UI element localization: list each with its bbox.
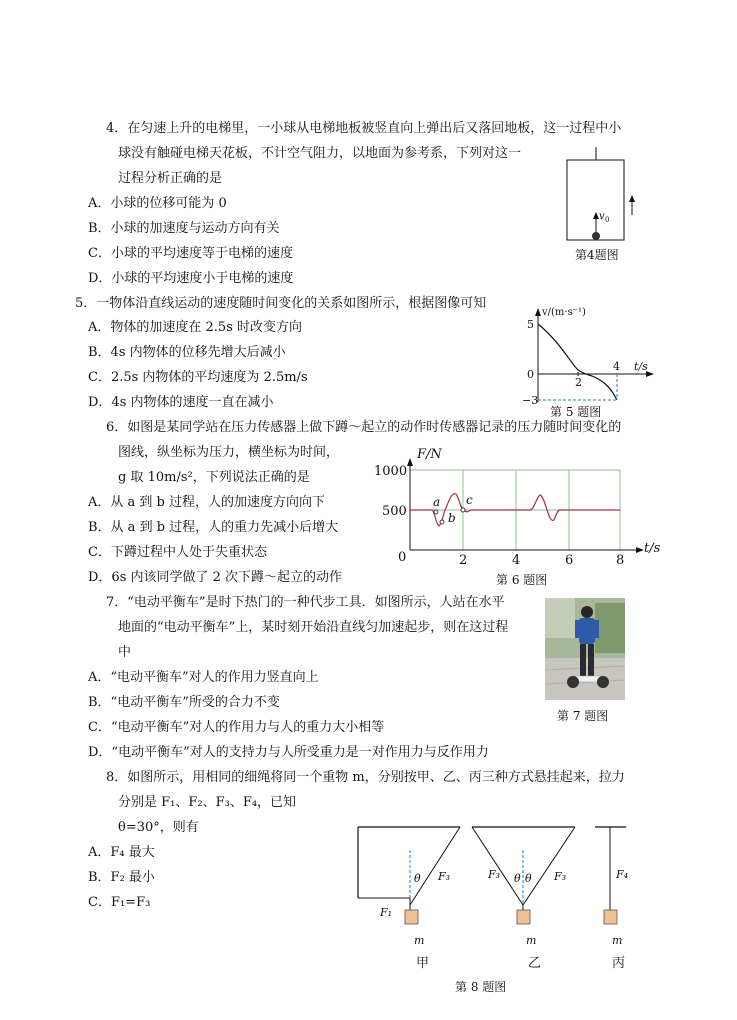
q6-point-b: b (448, 511, 456, 525)
weight-yi (517, 910, 530, 924)
q4-option-a: A．小球的位移可能为 0 (88, 196, 227, 211)
f3-label-jia: F₃ (438, 870, 451, 883)
mass-bing: m (612, 934, 623, 947)
q6-xtick-8: 8 (616, 553, 625, 568)
q6-option-a: A．从 a 到 b 过程，人的加速度方向向下 (88, 495, 325, 510)
label-bing: 丙 (612, 956, 626, 971)
q7-option-d: D．“电动平衡车”对人的支持力与人所受重力是一对作用力与反作用力 (88, 745, 489, 760)
setup-yi (472, 827, 575, 971)
q8-stem-line1: 8．如图所示，用相同的细绳将同一个重物 m，分别按甲、乙、丙三种方式悬挂起来，拉力 (106, 770, 625, 785)
weight-jia (405, 910, 418, 924)
q4-option-d: D．小球的平均速度小于电梯的速度 (88, 271, 294, 286)
q4-stem-line2: 球没有触碰电梯天花板，不计空气阻力，以地面为参考系，下列对这一 (118, 146, 522, 161)
q4-stem-line3: 过程分析正确的是 (118, 171, 223, 186)
setup-jia (358, 827, 460, 971)
q8-option-a: A．F₄ 最大 (88, 845, 155, 860)
q6-xtick-6: 6 (565, 553, 574, 568)
f1-label: F₁ (380, 906, 393, 919)
q5-option-a: A．物体的加速度在 2.5s 时改变方向 (88, 320, 302, 335)
ball (592, 232, 600, 240)
q6-stem-line2: 图线，纵坐标为压力，横坐标为时间， (118, 445, 340, 460)
q8-stem-line3: θ=30°，则有 (118, 820, 199, 835)
q4-stem-line1: 4．在匀速上升的电梯里，一小球从电梯地板被竖直向上弹出后又落回地板，这一过程中小 (106, 121, 622, 136)
q6-option-b: B．从 a 到 b 过程，人的重力先减小后增大 (88, 520, 339, 535)
q8-option-b: B．F₂ 最小 (88, 870, 155, 885)
q5-xlabel: t/s (634, 360, 648, 373)
q7-stem-line1: 7．“电动平衡车”是时下热门的一种代步工具．如图所示，人站在水平 (106, 595, 505, 610)
theta-yi-left: θ (514, 872, 521, 885)
label-yi: 乙 (528, 956, 542, 971)
q6-xlabel: t/s (644, 541, 661, 556)
q6-ytick-0: 0 (398, 550, 407, 565)
q4-option-c: C．小球的平均速度等于电梯的速度 (88, 246, 293, 261)
v0-sub: 0 (605, 216, 610, 224)
q8-option-c: C．F₁=F₃ (88, 895, 151, 910)
q4-option-b: B．小球的加速度与运动方向有关 (88, 221, 280, 236)
q6-stem-line1: 6．如图是某同学站在压力传感器上做下蹲～起立的动作时传感器记录的压力随时间变化的 (106, 420, 622, 435)
q6-option-c: C．下蹲过程中人处于失重状态 (88, 545, 267, 560)
f3-label-yi-right: F₃ (554, 870, 567, 883)
setup-bing (595, 827, 628, 971)
mass-yi: m (526, 934, 537, 947)
balance-scooter-photo (545, 598, 625, 700)
q6-force-time-graph (370, 440, 670, 570)
q5-caption: 第 5 题图 (550, 405, 602, 419)
theta-jia: θ (414, 872, 421, 885)
q7-option-c: C．“电动平衡车”对人的作用力与人的重力大小相等 (88, 720, 385, 735)
q7-stem-line3: 中 (118, 645, 132, 660)
q4-caption: 第4题图 (575, 248, 619, 262)
q8-caption: 第 8 题图 (455, 980, 507, 994)
q4-elevator-figure (560, 145, 640, 245)
label-jia: 甲 (416, 956, 430, 971)
q8-suspension-figure (350, 820, 640, 975)
q8-stem-line2: 分别是 F₁、F₂、F₃、F₄，已知 (118, 795, 297, 810)
q6-ylabel: F/N (417, 447, 442, 462)
q5-option-c: C．2.5s 内物体的平均速度为 2.5m/s (88, 370, 308, 385)
q5-option-d: D．4s 内物体的速度一直在减小 (88, 395, 274, 410)
mass-jia: m (414, 934, 425, 947)
theta-yi-right: θ (525, 872, 532, 885)
q7-option-a: A．“电动平衡车”对人的作用力竖直向上 (88, 670, 319, 685)
v0-label: v (599, 211, 605, 222)
f4-label: F₄ (616, 868, 629, 881)
q6-point-a: a (433, 495, 441, 509)
q5-option-b: B．4s 内物体的位移先增大后减小 (88, 345, 286, 360)
q5-ylabel: v/(m·s⁻¹) (542, 307, 586, 318)
q7-stem-line2: 地面的“电动平衡车”上，某时刻开始沿直线匀加速起步，则在这过程 (118, 620, 509, 635)
q5-tick-0: 0 (527, 368, 534, 381)
q6-point-c: c (466, 493, 473, 507)
q7-option-b: B．“电动平衡车”所受的合力不变 (88, 695, 280, 710)
f3-label-yi-left: F₃ (488, 868, 501, 881)
q5-vt-graph (520, 302, 660, 412)
q5-tick-5: 5 (527, 318, 534, 331)
q7-caption: 第 7 题图 (557, 709, 609, 723)
q5-tick-2: 2 (575, 376, 582, 389)
q6-xtick-2: 2 (459, 553, 468, 568)
q6-stem-line3: g 取 10m/s²，下列说法正确的是 (118, 470, 310, 485)
q5-stem: 5．一物体沿直线运动的速度随时间变化的关系如图所示，根据图像可知 (75, 296, 487, 311)
q5-tick-4: 4 (613, 360, 620, 373)
q6-option-d: D．6s 内该同学做了 2 次下蹲～起立的动作 (88, 570, 343, 585)
q6-caption: 第 6 题图 (496, 573, 548, 587)
weight-bing (604, 910, 617, 924)
q6-ytick-1000: 1000 (374, 464, 408, 479)
q6-xtick-4: 4 (512, 553, 521, 568)
q6-ytick-500: 500 (382, 504, 407, 519)
q5-tick-neg3: −3 (522, 394, 539, 407)
